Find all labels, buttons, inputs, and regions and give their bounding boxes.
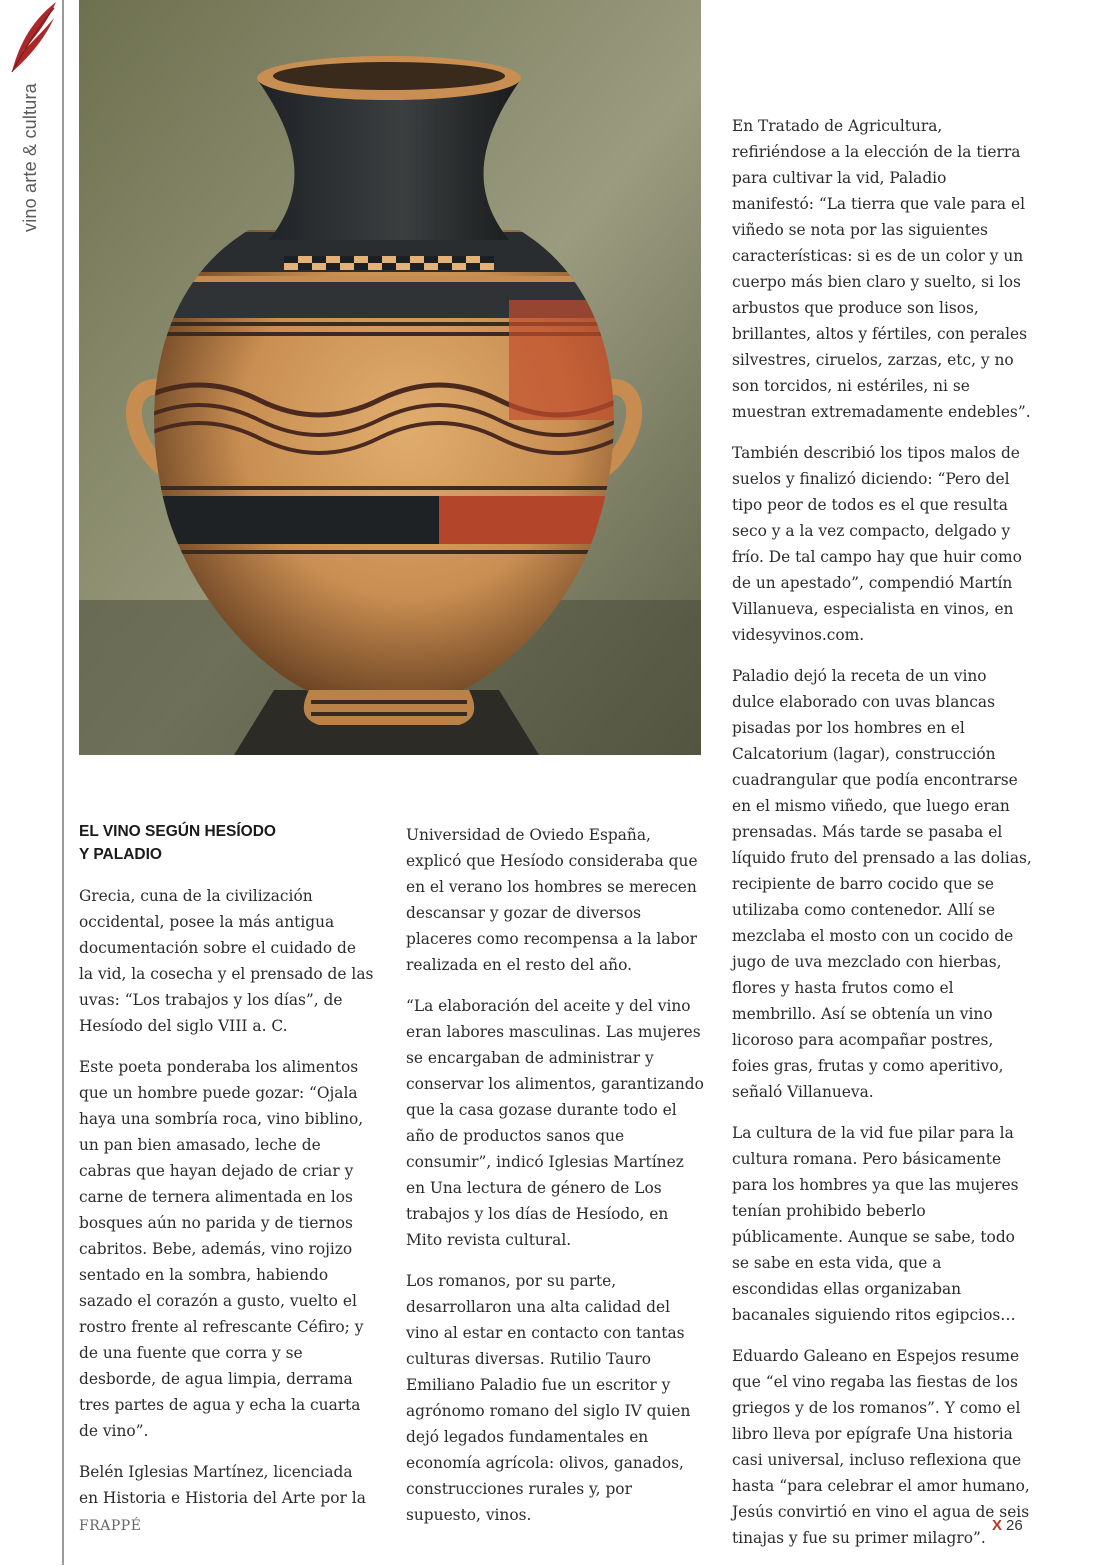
page-number-value: 26 [1006,1517,1023,1534]
paragraph: Este poeta ponderaba los alimentos que un hombre puede gozar: “Ojala haya una sombría roca, vino biblino, un pan bien amasado, leche de cabras que hayan dejado de criar y carne de ternera alimentada en los bosques aún no parida y de tiernos cabritos. Bebe, además, vino rojizo sentado en la sombra, habiendo sazado el corazón a gusto, vuelto el rostro frente al refrescante Céfiro; y de una fuente que corra y se desborde, de agua limpia, derrama tres partes de agua y echa la cuarta de vino”. [79,1058,364,1440]
paragraph: Belén Iglesias Martínez, licenciada en Historia e Historia del Arte por la [79,1463,366,1507]
amphora-illustration [79,0,701,755]
article-column-right [732,113,1032,1566]
article-column-middle [406,822,704,1543]
heading-line-2: Y PALADIO [79,846,162,863]
amphora-photo [79,0,701,755]
paragraph: También describió los tipos malos de suelos y finalizó diciendo: “Pero del tipo peor de todos es el que resulta seco y a la vez compacto, delgado y frío. De tal campo hay que huir como de un apestado”, compendió Martín Villanueva, especialista en vinos, en videsyvinos.com. [732,444,1022,644]
paragraph: Paladio dejó la receta de un vino dulce elaborado con uvas blancas pisadas por los hombres en el Calcatorium (lagar), construcción cuadrangular que podía encontrarse en el mismo viñedo, que luego eran prensadas. Más tarde se pasaba el líquido fruto del prensado a las dolias, recipiente de barro cocido que se utilizaba como contenedor. Allí se mezclaba el mosto con un cocido de jugo de uva mezclado con hierbas, flores y hasta frutos como el membrillo. Así se obtenía un vino licoroso para acompañar postres, foies gras, frutas y como aperitivo, señaló Villanueva. [732,667,1032,1101]
paragraph: Los romanos, por su parte, desarrollaron una alta calidad del vino al estar en contacto con tantas culturas diversas. Rutilio Tauro Emiliano Paladio fue un escritor y agrónomo romano del siglo IV quien dejó legados fundamentales en economía agrícola: olivos, ganados, construcciones rurales y, por supuesto, vinos. [406,1272,691,1524]
section-label: vino arte & cultura [20,83,40,232]
article-column-left [79,820,374,1526]
margin-rule [62,0,64,1565]
heading-line-1: EL VINO SEGÚN HESÍODO [79,823,276,840]
paragraph: En Tratado de Agricultura, refiriéndose a la elección de la tierra para cultivar la vid, Paladio manifestó: “La tierra que vale para el viñedo se nota por las siguientes características: si es de un color y un cuerpo más bien claro y suelto, si los arbustos que produce son lisos, brillantes, altos y fértiles, con perales silvestres, ciruelos, zarzas, etc, y no son torcidos, ni estériles, ni se muestran extremadamente endebles”. [732,117,1031,421]
paragraph: “La elaboración del aceite y del vino eran labores masculinas. Las mujeres se encargaban de administrar y conservar los alimentos, garantizando que la casa gozase durante todo el año de productos sanos que consumir”, indicó Iglesias Martínez en Una lectura de género de Los trabajos y los días de Hesíodo, en Mito revista cultural. [406,997,704,1249]
magazine-brand: FRAPPÉ [79,1518,142,1534]
paragraph: La cultura de la vid fue pilar para la cultura romana. Pero básicamente para los hombres ya que las mujeres tenían prohibido beberlo públicamente. Aunque se sabe, todo se sabe en esta vida, que a escondidas ellas organizaban bacanales siguiendo ritos egipcios… [732,1124,1019,1324]
paragraph: Universidad de Oviedo España, explicó que Hesíodo consideraba que en el verano los hombres se merecen descansar y gozar de diversos placeres como recompensa a la labor realizada en el resto del año. [406,826,698,974]
paragraph: Eduardo Galeano en Espejos resume que “el vino regaba las fiestas de los griegos y de los romanos”. Y como el libro lleva por epígrafe Una historia casi universal, incluso reflexiona que hasta “para celebrar el amor humano, Jesús convirtió en vino el agua de seis tinajas y fue su primer milagro”. [732,1347,1030,1547]
article-heading [79,820,319,866]
page-mark-icon: X [992,1517,1003,1534]
paragraph: Grecia, cuna de la civilización occidental, posee la más antigua documentación sobre el cuidado de la vid, la cosecha y el prensado de las uvas: “Los trabajos y los días”, de Hesíodo del siglo VIII a. C. [79,887,374,1035]
page-number [992,1517,1023,1534]
